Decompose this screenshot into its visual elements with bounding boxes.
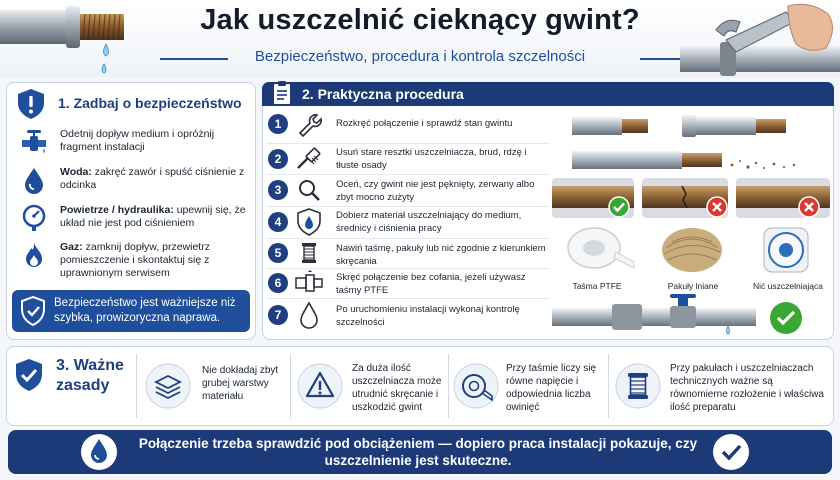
safety-shield-icon xyxy=(16,88,46,120)
rules-divider xyxy=(608,354,609,418)
old-sealant-photo xyxy=(552,145,830,175)
safety-item xyxy=(20,204,252,232)
shield-drop-icon xyxy=(296,208,322,236)
step-divider xyxy=(266,174,550,175)
flame-icon xyxy=(20,241,48,269)
step-text: Skręć połączenie bez cofania, jeżeli używasz taśmy PTFE xyxy=(336,272,526,296)
ok-check-icon xyxy=(608,196,630,218)
check-shield-icon xyxy=(20,296,46,326)
step-number: 3 xyxy=(268,180,288,200)
step-divider xyxy=(266,268,550,269)
safety-item xyxy=(20,128,252,156)
spool-icon xyxy=(614,362,662,410)
warning-icon xyxy=(296,362,344,410)
step-divider xyxy=(266,298,550,299)
magnifier-icon xyxy=(296,177,322,203)
safety-item-text: Odetnij dopływ medium i opróżnij fragment instalacji xyxy=(60,128,215,153)
rule-text: Przy taśmie liczy się równe napięcie i odpowiednia liczba owinięć xyxy=(506,363,597,413)
step-number: 6 xyxy=(268,273,288,293)
footer-check-icon xyxy=(712,433,750,471)
clipboard-icon xyxy=(270,79,294,107)
safety-item xyxy=(20,241,252,280)
thread-spool-icon xyxy=(296,240,322,266)
bad-cross-icon xyxy=(706,196,728,218)
header xyxy=(0,0,840,78)
safety-item-text: Gaz: zamknij dopływ, przewietrz pomieszczenie i skontaktuj się z uprawnionym serwisem xyxy=(60,241,210,279)
subtitle-rule-right xyxy=(640,58,680,60)
material-caption: Nić uszczelniająca xyxy=(753,281,823,291)
rule-text: Nie dokładaj zbyt grubej warstwy materiału xyxy=(202,365,279,402)
pressure-gauge-icon xyxy=(20,204,48,232)
fitting-icon xyxy=(294,270,324,296)
safety-warning-text: Bezpieczeństwo jest ważniejsze niż szybka, prowizoryczna naprawa. xyxy=(54,297,236,324)
step-text: Dobierz materiał uszczelniający do medium, średnicy i ciśnienia pracy xyxy=(336,210,522,234)
rules-divider xyxy=(290,354,291,418)
page-subtitle: Bezpieczeństwo, procedura i kontrola szczelności xyxy=(254,48,586,65)
step-number: 5 xyxy=(268,243,288,263)
safety-item-text: Powietrze / hydraulika: upewnij się, że układ nie jest pod ciśnieniem xyxy=(60,204,246,229)
safety-item xyxy=(20,166,252,194)
rule-text: Za duża ilość uszczelniacza może utrudnić skręcanie i uszkodzić gwint xyxy=(352,363,442,413)
tape-roll-icon xyxy=(452,362,500,410)
rules-divider xyxy=(136,354,137,418)
valve-leak-test-photo xyxy=(552,294,756,338)
safety-warning-box xyxy=(12,290,250,332)
ptfe-tape-photo xyxy=(556,222,636,274)
safety-item-text: Woda: zakręć zawór i spuść ciśnienie z odcinka xyxy=(60,166,245,191)
step-text: Rozkręć połączenie i sprawdź stan gwintu xyxy=(336,118,513,129)
step-number: 4 xyxy=(268,212,288,232)
rules-divider xyxy=(448,354,449,418)
rules-check-shield-icon xyxy=(14,358,44,392)
step-number: 7 xyxy=(268,305,288,325)
step-text: Usuń stare resztki uszczelniacza, brud, rdzę i tłuste osady xyxy=(336,147,527,171)
procedure-title: 2. Praktyczna procedura xyxy=(302,86,464,102)
layers-icon xyxy=(144,362,192,410)
wire-brush-icon xyxy=(296,146,322,172)
page-title: Jak uszczelnić cieknący gwint? xyxy=(200,4,640,36)
material-caption: Taśma PTFE xyxy=(572,281,622,291)
material-caption: Pakuły lniane xyxy=(667,281,719,291)
step-divider xyxy=(266,206,550,207)
rules-title: 3. Ważne zasady xyxy=(56,357,124,394)
footer-banner xyxy=(8,430,832,474)
water-drop-icon xyxy=(20,166,48,194)
sealing-thread-photo xyxy=(746,222,826,276)
footer-water-drop-icon xyxy=(80,433,118,471)
footer-text: Połączenie trzeba sprawdzić pod obciążeniem — dopiero praca instalacji pokazuje, czy uszczelnienie jest skuteczne. xyxy=(138,436,698,468)
threaded-pipes-photo xyxy=(552,110,830,142)
rule-text: Przy pakułach i uszczelniaczach technicznych ważne są równomierne rozłożenie i właściwa ilość preparatu xyxy=(670,363,824,413)
step-number: 1 xyxy=(268,114,288,134)
step-divider xyxy=(266,143,550,144)
wrench-hand-image xyxy=(680,0,840,78)
leak-check-ok-icon xyxy=(768,300,804,336)
step-divider xyxy=(266,238,550,239)
step-text: Oceń, czy gwint nie jest pęknięty, zerwany albo zbyt mocno zużyty xyxy=(336,179,535,203)
step-text: Nawiń taśmę, pakuły lub nić zgodnie z kierunkiem skręcania xyxy=(336,243,546,267)
step-text: Po uruchomieniu instalacji wykonaj kontrolę szczelności xyxy=(336,304,520,328)
wrench-icon xyxy=(296,111,322,137)
flax-hemp-photo xyxy=(652,222,732,276)
leaking-pipe-image xyxy=(0,0,160,78)
valve-icon xyxy=(20,128,48,156)
step-number: 2 xyxy=(268,149,288,169)
drop-outline-icon xyxy=(298,301,320,329)
bad-cross-icon xyxy=(798,196,820,218)
safety-title: 1. Zadbaj o bezpieczeństwo xyxy=(58,95,242,111)
